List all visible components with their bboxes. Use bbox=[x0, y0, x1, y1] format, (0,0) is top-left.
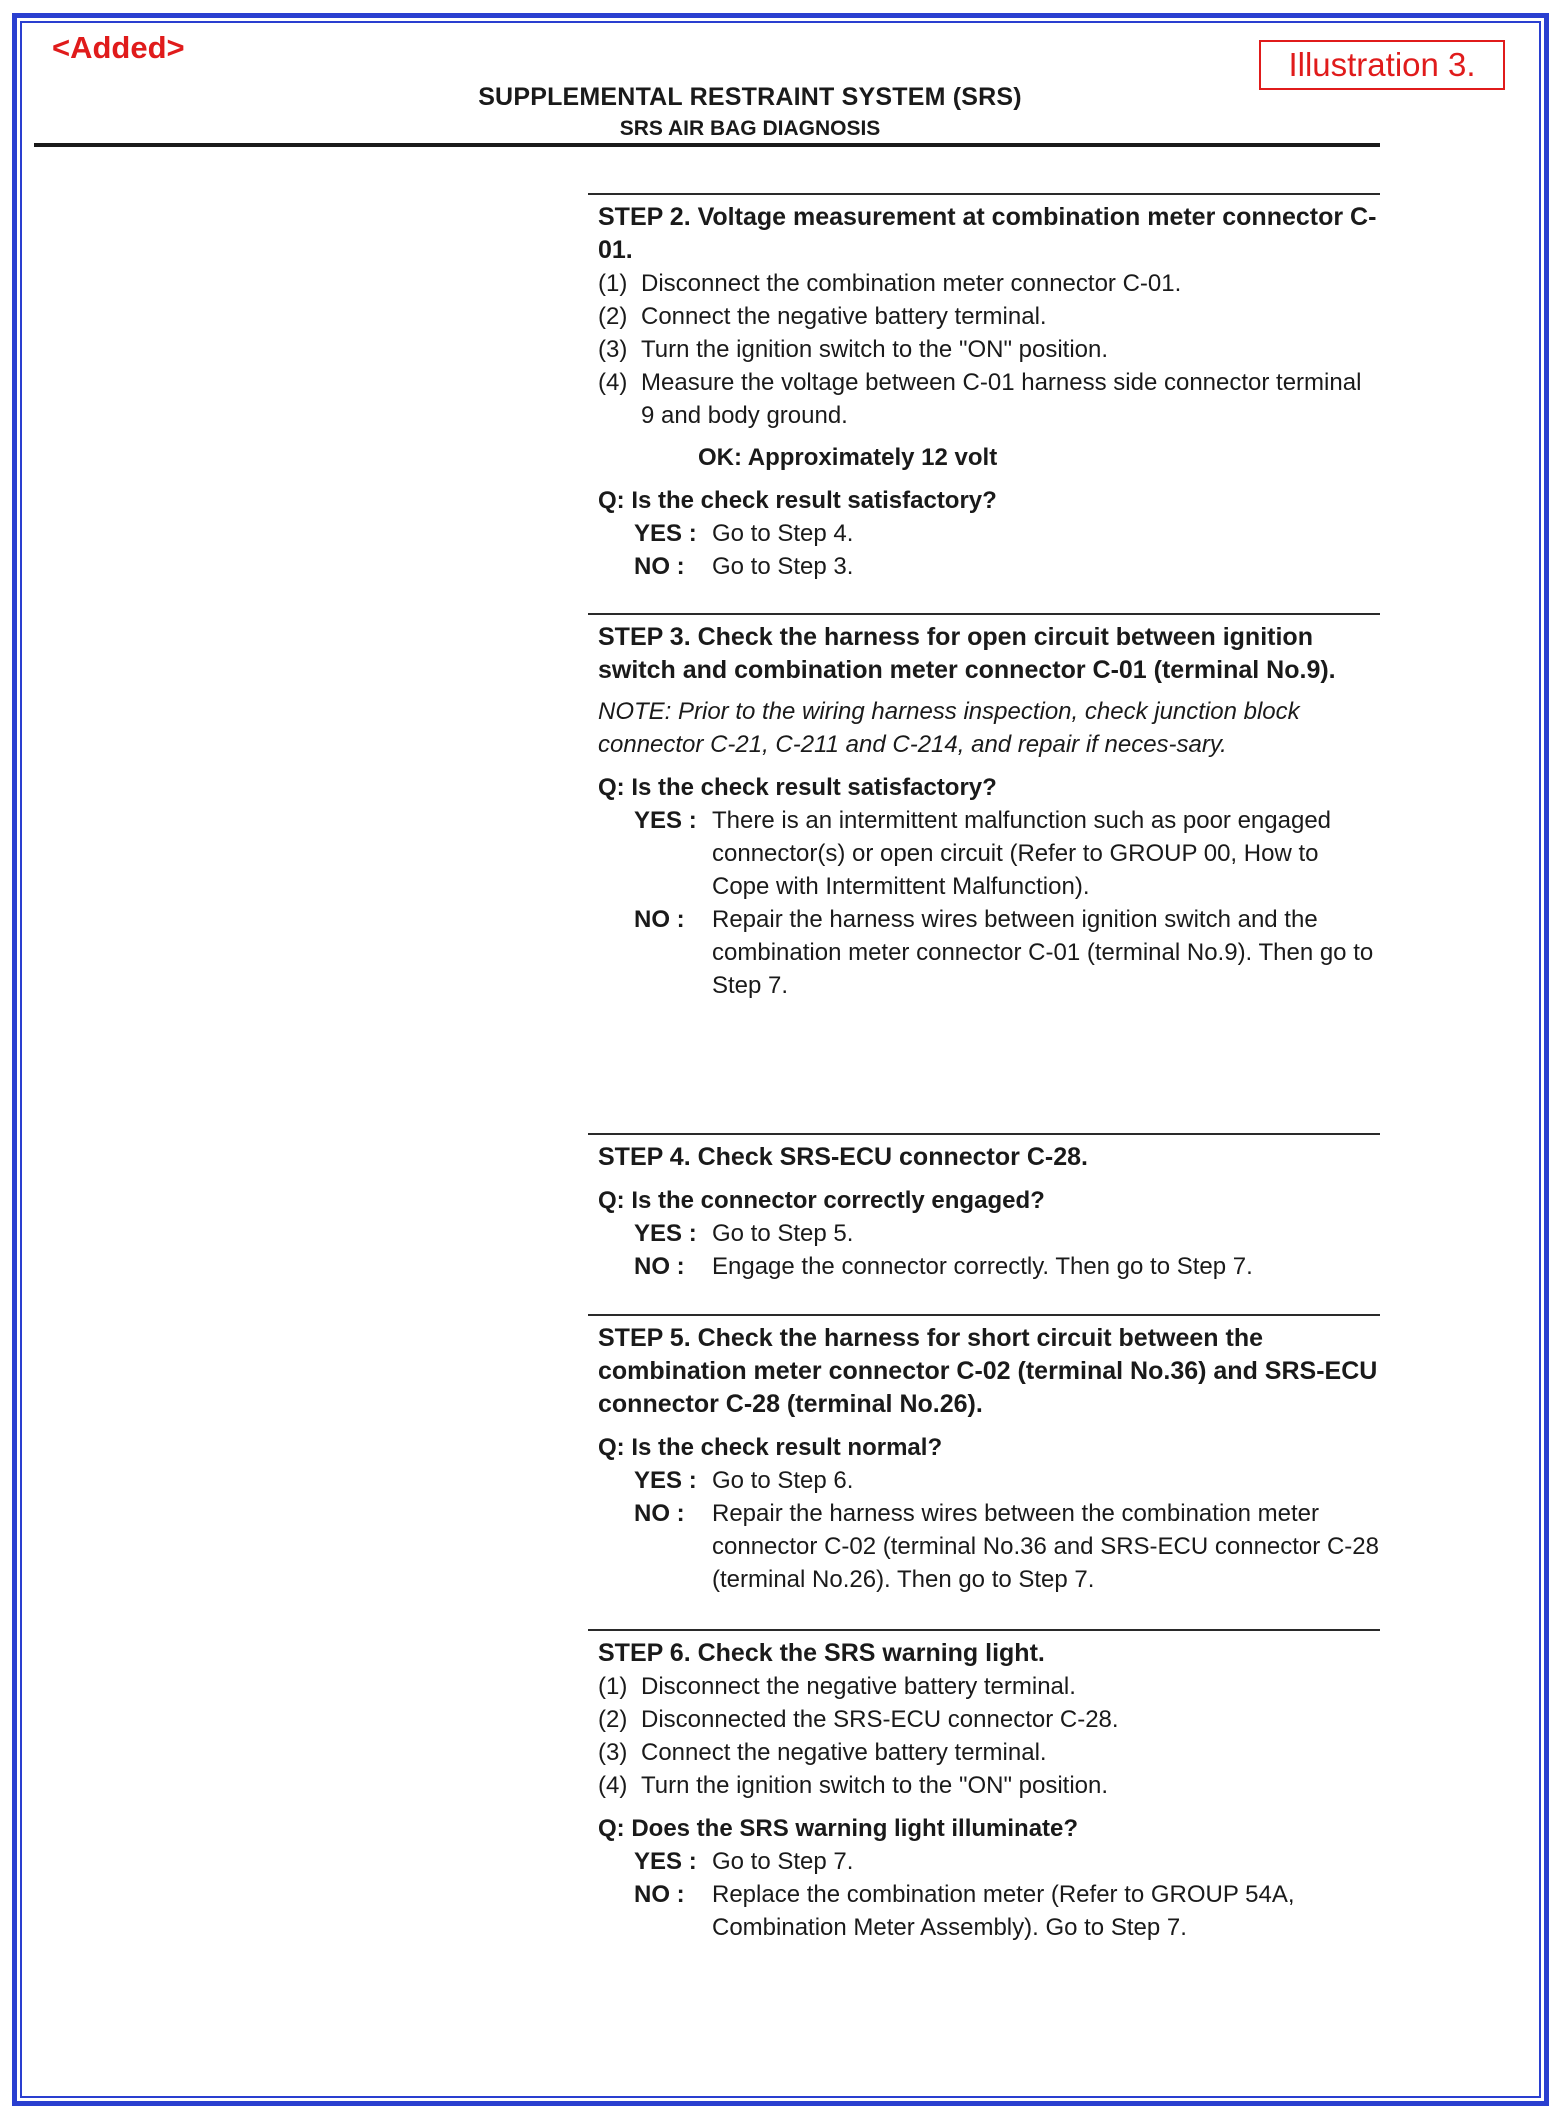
illustration-label: Illustration 3. bbox=[1259, 40, 1505, 90]
step-6 bbox=[588, 1629, 1380, 1944]
step-3-note: NOTE: Prior to the wiring harness inspection, check junction block connector C-21, C-211 and C-214, and repair if neces-sary. bbox=[598, 698, 1300, 758]
step-2-title: STEP 2. Voltage measurement at combination meter connector C-01. bbox=[598, 203, 1377, 264]
header-rule bbox=[34, 143, 1380, 147]
step-2-yes: YES : Go to Step 4. bbox=[634, 520, 854, 547]
step-5-no: NO : Repair the harness wires between the combination meter connector C-02 (terminal No.36 and SRS-ECU connector C-28 (terminal No.26). Then go to Step 7. bbox=[634, 1500, 1379, 1593]
step-5-yes: YES : Go to Step 6. bbox=[634, 1467, 854, 1494]
step-5 bbox=[588, 1314, 1380, 1596]
step-2-item: (3) Turn the ignition switch to the "ON" position. bbox=[598, 336, 1109, 363]
step-4-question: Q: Is the connector correctly engaged? bbox=[598, 1187, 1045, 1214]
page-subtitle: SRS AIR BAG DIAGNOSIS bbox=[619, 117, 881, 140]
step-2-question: Q: Is the check result satisfactory? bbox=[598, 487, 997, 514]
step-2-ok-value: OK: Approximately 12 volt bbox=[698, 444, 998, 471]
step-2-item: (1) Disconnect the combination meter connector C-01. bbox=[598, 270, 1182, 297]
step-6-item: (4) Turn the ignition switch to the "ON" position. bbox=[598, 1772, 1109, 1799]
step-4 bbox=[588, 1133, 1380, 1283]
step-6-no: NO : Replace the combination meter (Refer to GROUP 54A, Combination Meter Assembly). Go to Step 7. bbox=[634, 1881, 1295, 1941]
step-6-item: (1) Disconnect the negative battery terminal. bbox=[598, 1673, 1076, 1700]
step-6-title: STEP 6. Check the SRS warning light. bbox=[598, 1639, 1045, 1667]
step-6-question: Q: Does the SRS warning light illuminate? bbox=[598, 1815, 1079, 1842]
step-5-question: Q: Is the check result normal? bbox=[598, 1434, 943, 1461]
step-3-question: Q: Is the check result satisfactory? bbox=[598, 774, 997, 801]
step-6-item: (3) Connect the negative battery terminal. bbox=[598, 1739, 1047, 1766]
step-3-title: STEP 3. Check the harness for open circuit between ignition switch and combination meter connector C-01 (terminal No.9). bbox=[598, 623, 1336, 684]
step-4-title: STEP 4. Check SRS-ECU connector C-28. bbox=[598, 1143, 1088, 1171]
step-3-no: NO : Repair the harness wires between ignition switch and the combination meter connector C-01 (terminal No.9). Then go to Step 7. bbox=[634, 906, 1374, 999]
step-6-item: (2) Disconnected the SRS-ECU connector C-28. bbox=[598, 1706, 1119, 1733]
step-6-yes: YES : Go to Step 7. bbox=[634, 1848, 854, 1875]
step-2-no: NO : Go to Step 3. bbox=[634, 553, 854, 580]
step-2 bbox=[588, 193, 1380, 583]
step-3 bbox=[588, 613, 1380, 1002]
added-tag: <Added> bbox=[52, 30, 185, 65]
step-2-item: (4) Measure the voltage between C-01 harness side connector terminal 9 and body ground. bbox=[598, 369, 1362, 429]
page-title: SUPPLEMENTAL RESTRAINT SYSTEM (SRS) bbox=[478, 83, 1022, 111]
step-4-yes: YES : Go to Step 5. bbox=[634, 1220, 854, 1247]
step-3-yes: YES : There is an intermittent malfunction such as poor engaged connector(s) or open circuit (Refer to GROUP 00, How to Cope with Intermittent Malfunction). bbox=[634, 807, 1332, 900]
step-4-no: NO : Engage the connector correctly. Then go to Step 7. bbox=[634, 1253, 1253, 1280]
step-5-title: STEP 5. Check the harness for short circuit between the combination meter connector C-02 (terminal No.36) and SRS-ECU connector C-28 (terminal No.26). bbox=[598, 1324, 1378, 1418]
step-2-item: (2) Connect the negative battery terminal. bbox=[598, 303, 1047, 330]
